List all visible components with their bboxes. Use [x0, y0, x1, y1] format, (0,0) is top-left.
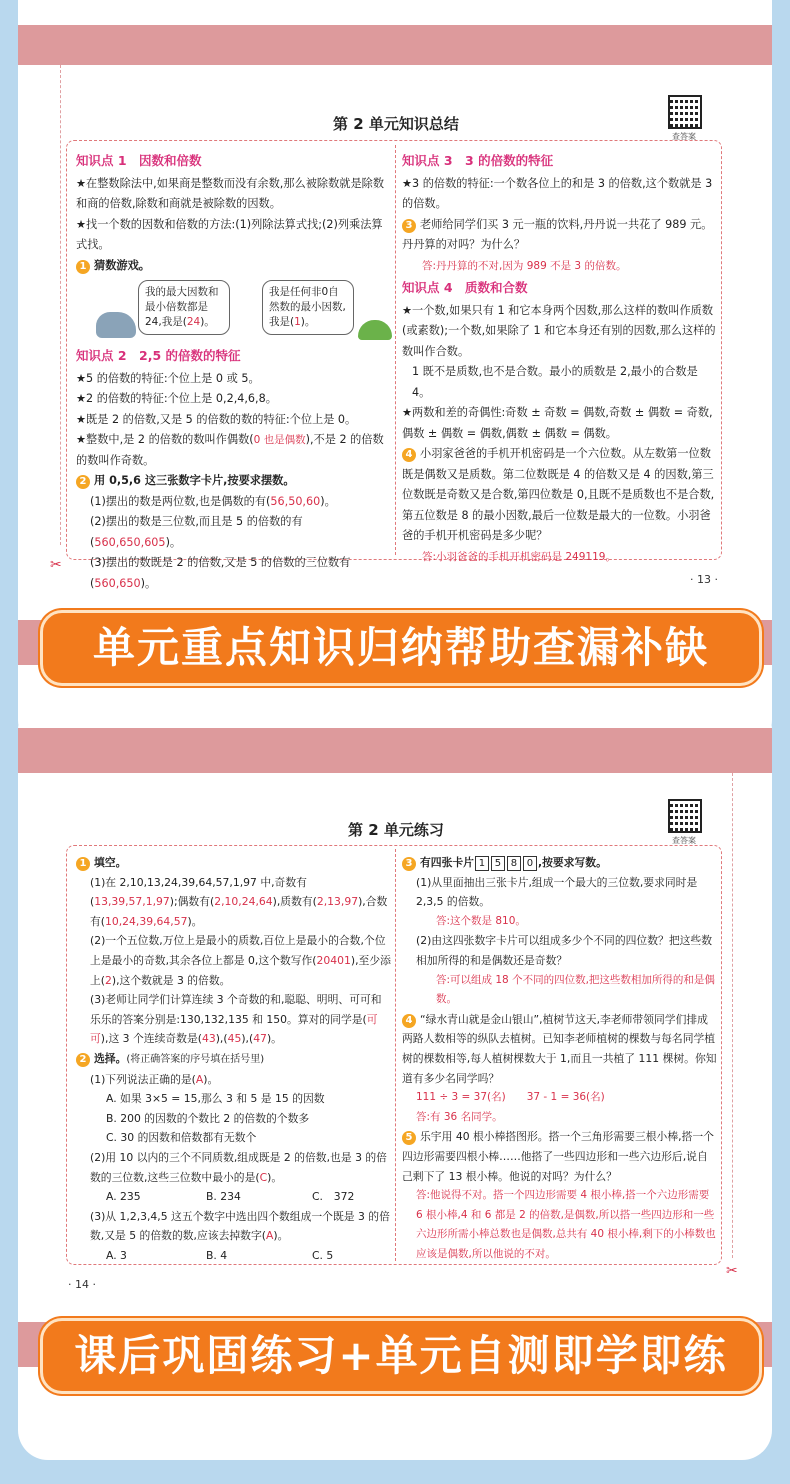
sub-question: (3)摆出的数既是 2 的倍数,又是 5 的倍数的三位数有(560,650)。	[90, 556, 351, 590]
question-3: 3 有四张卡片 1 5 8 0 ,按要求写数。	[402, 853, 718, 873]
question-number-badge: 2	[76, 475, 90, 489]
left-column	[76, 149, 392, 594]
sub-question: (3)老师让同学们计算连续 3 个奇数的和,聪聪、明明、可可和乐乐的答案分别是:130,132,135 和 150。算对的同学是(可可),这 3 个连续奇数是(43),(45),(47)。	[90, 993, 382, 1046]
page-13	[50, 65, 734, 620]
column-divider	[395, 849, 396, 1261]
sub-question: (1)在 2,10,13,24,39,64,57,1,97 中,奇数有(13,39,57,1,97);偶数有(2,10,24,64),质数有(2,13,97),合数有(10,24,39,64,57)。	[90, 875, 388, 928]
qr-label: 查答案	[672, 836, 696, 845]
answer: 答:可以组成 18 个不同的四位数,把这些数相加所得的和是偶数。	[436, 973, 715, 1006]
paragraph: ★整数中,是 2 的倍数的数叫作偶数(0 也是偶数),不是 2 的倍数的数叫作奇数。	[76, 433, 384, 467]
answer: 答:有 36 名同学。	[416, 1110, 503, 1123]
scissor-icon: ✂	[50, 557, 62, 573]
section-heading: 知识点 1 因数和倍数	[76, 153, 202, 168]
qr-code-icon[interactable]	[668, 95, 702, 129]
answer: 答:他说得不对。搭一个四边形需要 4 根小棒,搭一个六边形需要 6 根小棒,4 和 6 都是 2 的倍数,是偶数,所以搭一些四边形和一些六边形所需小棒总数也是偶数,总共有 40 根小棒,剩下的小棒数也应该是偶数,所以他说的不对。	[416, 1189, 716, 1260]
paragraph: ★3 的倍数的特征:一个数各位上的和是 3 的倍数,这个数就是 3 的倍数。	[402, 176, 713, 210]
cut-line	[732, 773, 733, 1258]
turtle-icon	[358, 320, 392, 340]
promo-banner: 课后巩固练习+单元自测即学即练	[40, 1318, 762, 1394]
top-band	[18, 25, 772, 65]
answer: 答:这个数是 810。	[436, 914, 526, 927]
elephant-icon	[96, 312, 136, 338]
question-4: 4 小羽家爸爸的手机开机密码是一个六位数。从左数第一位数既是偶数又是质数。第二位数既是 4 的倍数又是 4 的因数,第三位数既是奇数又是合数,第四位数是 0,且既不是质数也不是合数,第五位数是 8 的最小因数,最后一位数是最大的一位数。小羽爸爸的手机开机密码是多少呢？	[402, 447, 715, 542]
scissor-icon: ✂	[726, 1263, 738, 1279]
paragraph: ★既是 2 的倍数,又是 5 的倍数的数的特征:个位上是 0。	[76, 412, 357, 426]
paragraph: 1 既不是质数,也不是合数。最小的质数是 2,最小的合数是 4。	[412, 365, 698, 399]
promo-banner: 单元重点知识归纳帮助查漏补缺	[40, 610, 762, 686]
options-row: A. 235 B. 234 C. 372	[106, 1190, 355, 1204]
question-number-badge: 3	[402, 857, 416, 871]
sub-question: (1)从里面抽出三张卡片,组成一个最大的三位数,要求同时是 2,3,5 的倍数。	[416, 875, 698, 909]
sub-question: (2)一个五位数,万位上是最小的质数,百位上是最小的合数,个位上是最小的奇数,其余各位上都是 0,这个数写作(20401),至少添上(2),这个数就是 3 的倍数。	[90, 934, 391, 987]
right-column	[402, 853, 718, 1264]
paragraph: ★找一个数的因数和倍数的方法:(1)列除法算式找;(2)列乘法算式找。	[76, 217, 383, 251]
right-column	[402, 149, 718, 567]
cut-line	[60, 65, 61, 545]
question-4: 4 “绿水青山就是金山银山”,植树节这天,李老师带领同学们排成两路人数相等的纵队去植树。已知李老师植树的棵数与每名同学植树的棵数相等,每人植树棵数大于 1,而且一共植了 111 棵树。你知道有多少名同学吗？	[402, 1012, 717, 1085]
paragraph: ★两数和差的奇偶性:奇数 ± 奇数 = 偶数,奇数 ± 偶数 = 奇数,偶数 ± 偶数 = 偶数,偶数 ± 偶数 = 偶数。	[402, 406, 713, 440]
question-2: 2 用 0,5,6 这三张数字卡片,按要求摆数。	[76, 471, 392, 492]
question-5: 5 乐宇用 40 根小棒搭图形。搭一个三角形需要三根小棒,搭一个四边形需要四根小棒……他搭了一些四边形和一些六边形后,说自己剩下了 13 根小棒。他说的对吗？为什么？	[402, 1130, 714, 1183]
guess-game-illustration	[76, 276, 392, 344]
sub-question: (2)由这四张数字卡片可以组成多少个不同的四位数？把这些数相加所得的和是偶数还是奇数？	[416, 934, 713, 967]
speech-bubble: 我的最大因数和最小倍数都是24,我是(24)。	[138, 280, 230, 335]
question-3: 3 老师给同学们买 3 元一瓶的饮料,丹丹说一共花了 989 元。丹丹算的对吗？为什么？	[402, 217, 713, 251]
sub-question: (2)摆出的数是三位数,而且是 5 的倍数的有(560,650,605)。	[90, 515, 303, 549]
question-number-badge: 5	[402, 1131, 416, 1145]
options-row: A. 3 B. 4 C. 5	[106, 1248, 334, 1262]
digit-card: 5	[491, 856, 505, 871]
speech-bubble: 我是任何非0自然数的最小因数,我是(1)。	[262, 280, 354, 335]
option: B. 200 的因数的个数比 2 的倍数的个数多	[106, 1111, 310, 1125]
question-2: 2 选择。(将正确答案的序号填在括号里)	[76, 1049, 392, 1070]
page-number: · 14 ·	[68, 1278, 96, 1291]
paragraph: ★2 的倍数的特征:个位上是 0,2,4,6,8。	[76, 392, 277, 405]
qr-code-icon[interactable]	[668, 799, 702, 833]
page-14	[58, 773, 738, 1322]
option: A. 如果 3×5 = 15,那么 3 和 5 是 15 的因数	[106, 1092, 325, 1106]
sub-question: (2)用 10 以内的三个不同质数,组成既是 2 的倍数,也是 3 的倍数的三位数,这些三位数中最小的是(C)。	[90, 1150, 387, 1184]
calculation: 111 ÷ 3 = 37(名) 37 - 1 = 36(名)	[416, 1091, 605, 1104]
answer: 答:小羽爸爸的手机开机密码是 249119。	[422, 550, 616, 563]
left-column	[76, 853, 392, 1265]
page-title: 第 2 单元知识总结	[333, 115, 459, 133]
digit-card: 8	[507, 856, 521, 871]
page-title: 第 2 单元练习	[348, 821, 444, 839]
sub-question: (1)下列说法正确的是(A)。	[90, 1072, 219, 1086]
section-heading: 知识点 2 2,5 的倍数的特征	[76, 348, 241, 363]
answer: 答:丹丹算的不对,因为 989 不是 3 的倍数。	[422, 259, 627, 272]
question-number-badge: 4	[402, 1014, 416, 1028]
column-divider	[395, 145, 396, 555]
section-heading: 知识点 3 3 的倍数的特征	[402, 153, 554, 168]
mid-band-2	[18, 728, 772, 773]
question-number-badge: 2	[76, 1053, 90, 1067]
digit-card: 0	[523, 856, 537, 871]
sub-question: (1)摆出的数是两位数,也是偶数的有(56,50,60)。	[90, 494, 336, 508]
sub-question: (3)从 1,2,3,4,5 这五个数字中选出四个数组成一个既是 3 的倍数,又是 5 的倍数的数,应该去掉数字(A)。	[90, 1209, 390, 1243]
question-number-badge: 4	[402, 448, 416, 462]
paragraph: ★5 的倍数的特征:个位上是 0 或 5。	[76, 371, 260, 385]
paragraph: ★在整数除法中,如果商是整数而没有余数,那么被除数就是除数和商的倍数,除数和商就是被除数的因数。	[76, 176, 385, 210]
qr-label: 查答案	[672, 132, 696, 141]
question-number-badge: 1	[76, 260, 90, 274]
digit-card: 1	[475, 856, 489, 871]
page-number: · 13 ·	[690, 573, 718, 586]
option: C. 30 的因数和倍数都有无数个	[106, 1131, 257, 1145]
question-1: 1 猜数游戏。	[76, 256, 392, 277]
question-number-badge: 1	[76, 857, 90, 871]
question-1: 1 填空。	[76, 853, 392, 873]
question-number-badge: 3	[402, 219, 416, 233]
paragraph: ★一个数,如果只有 1 和它本身两个因数,那么这样的数叫作质数(或素数);一个数,如果除了 1 和它本身还有别的因数,那么这样的数叫作合数。	[402, 303, 716, 358]
section-heading: 知识点 4 质数和合数	[402, 280, 528, 295]
